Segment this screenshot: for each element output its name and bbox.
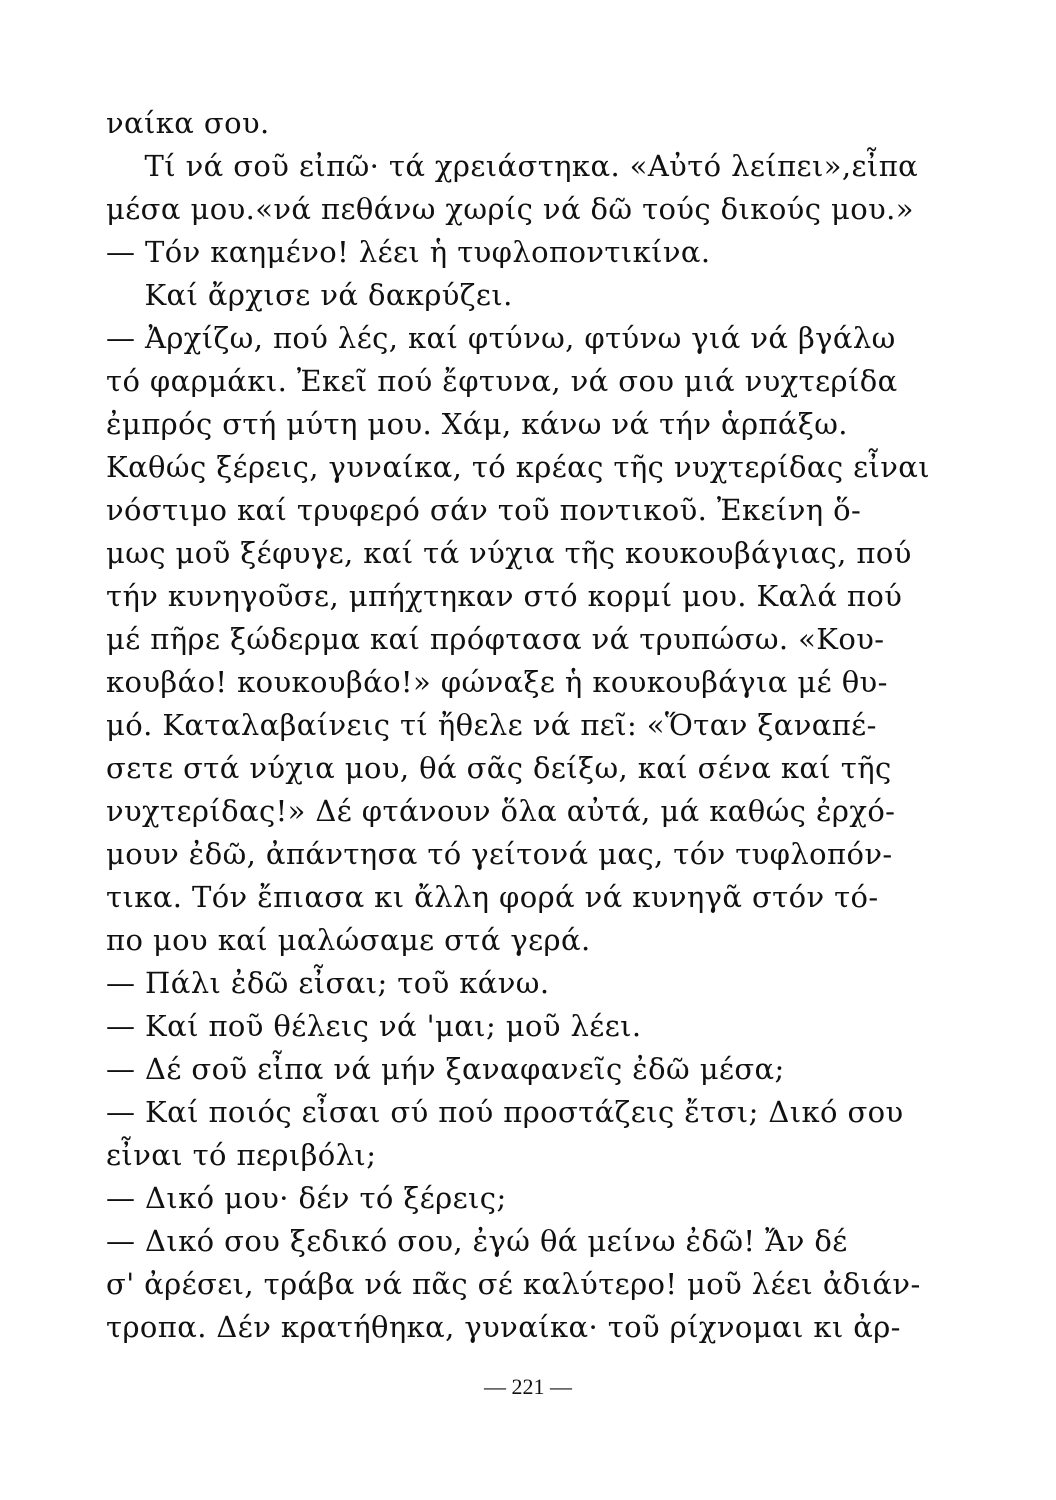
text-line: — Πάλι ἐδῶ εἶσαι; τοῦ κάνω. [106,966,550,1000]
text-line: τροπα. Δέν κρατήθηκα, γυναίκα· τοῦ ρίχνομαι κι ἀρ- [106,1310,901,1344]
text-line: νυχτερίδας!» Δέ φτάνουν ὅλα αὐτά, μά καθώς ἐρχό- [106,794,896,828]
text-line: σετε στά νύχια μου, θά σᾶς δείξω, καί σένα καί τῆς [106,751,892,785]
page-number: — 221 — [484,1374,572,1399]
text-line: Καθώς ξέρεις, γυναίκα, τό κρέας τῆς νυχτερίδας εἶναι [106,450,931,484]
text-line: μέσα μου.«νά πεθάνω χωρίς νά δῶ τούς δικούς μου.» [106,192,914,226]
text-line: — Δικό μου· δέν τό ξέρεις; [106,1181,507,1215]
body-text [106,102,931,1349]
text-line: Καί ἄρχισε νά δακρύζει. [106,278,513,312]
text-line: μό. Καταλαβαίνεις τί ἤθελε νά πεῖ: «Ὅταν ξαναπέ- [106,708,877,742]
text-line: — Δέ σοῦ εἶπα νά μήν ξαναφανεῖς ἐδῶ μέσα; [106,1052,785,1086]
text-line: νόστιμο καί τρυφερό σάν τοῦ ποντικοῦ. Ἐκείνη ὅ- [106,493,862,527]
text-line: κουβάο! κουκουβάο!» φώναξε ἡ κουκουβάγια μέ θυ- [106,665,888,699]
text-line: τήν κυνηγοῦσε, μπήχτηκαν στό κορμί μου. Καλά πού [106,579,903,613]
text-line: μως μοῦ ξέφυγε, καί τά νύχια τῆς κουκουβάγιας, πού [106,536,912,570]
text-line: τικα. Τόν ἔπιασα κι ἄλλη φορά νά κυνηγᾶ στόν τό- [106,880,879,914]
text-line: πο μου καί μαλώσαμε στά γερά. [106,923,591,957]
text-line: ναίκα σου. [106,106,270,140]
text-line: μέ πῆρε ξώδερμα καί πρόφτασα νά τρυπώσω. «Κου- [106,622,885,656]
text-line: τό φαρμάκι. Ἐκεῖ πού ἔφτυνα, νά σου μιά νυχτερίδα [106,364,898,398]
text-line: — Καί ποῦ θέλεις νά 'μαι; μοῦ λέει. [106,1009,642,1043]
text-line: Τί νά σοῦ εἰπῶ· τά χρειάστηκα. «Αὐτό λείπει»,εἶπα [106,149,919,183]
text-line: μουν ἐδῶ, ἀπάντησα τό γείτονά μας, τόν τυφλοπόν- [106,837,893,871]
text-line: — Ἀρχίζω, πού λές, καί φτύνω, φτύνω γιά νά βγάλω [106,321,896,355]
text-line: — Καί ποιός εἶσαι σύ πού προστάζεις ἔτσι; Δικό σου [106,1095,904,1129]
text-line: εἶναι τό περιβόλι; [106,1138,377,1172]
text-line: ἐμπρός στή μύτη μου. Χάμ, κάνω νά τήν ἁρπάξω. [106,407,848,441]
text-line: σ' ἀρέσει, τράβα νά πᾶς σέ καλύτερο! μοῦ λέει ἀδιάν- [106,1267,921,1301]
text-line: — Τόν καημένο! λέει ἡ τυφλοποντικίνα. [106,235,711,269]
text-line: — Δικό σου ξεδικό σου, ἐγώ θά μείνω ἐδῶ! Ἄν δέ [106,1224,848,1258]
